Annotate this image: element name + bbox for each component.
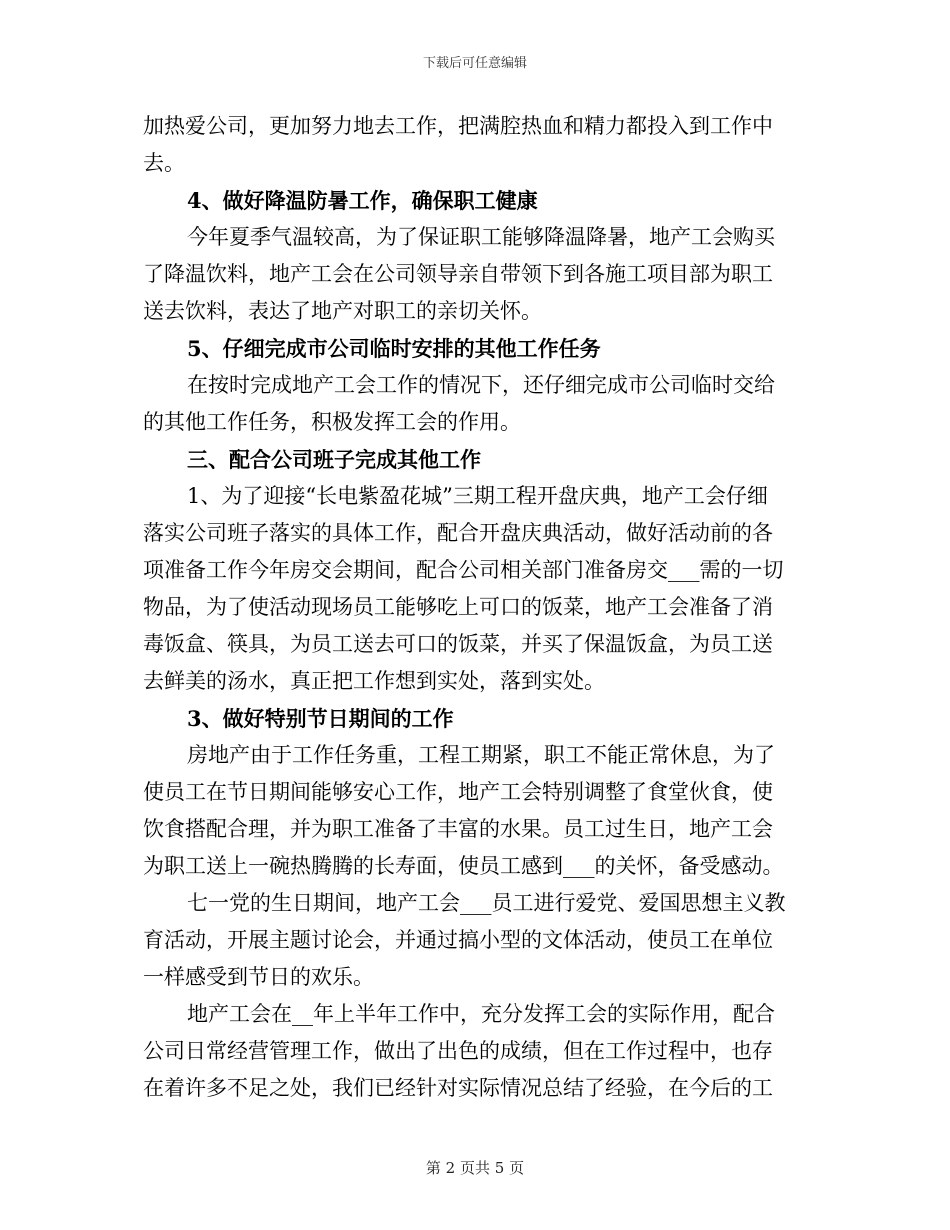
paragraph-line: 送去饮料，表达了地产对职工的亲切关怀。	[143, 299, 542, 323]
paragraph-line: 了降温饮料，地产工会在公司领导亲自带领下到各施工项目部为职工	[143, 262, 773, 286]
paragraph-line: 落实公司班子落实的具体工作，配合开盘庆典活动，做好活动前的各	[143, 521, 773, 545]
paragraph-line: 的其他工作任务，积极发挥工会的作用。	[143, 410, 521, 434]
paragraph-line: 去。	[143, 151, 185, 175]
paragraph-line: 在按时完成地产工会工作的情况下，还仔细完成市公司临时交给	[187, 373, 775, 397]
paragraph-line: 去鲜美的汤水，真正把工作想到实处，落到实处。	[143, 669, 605, 693]
section-heading: 4、做好降温防暑工作，确保职工健康	[187, 188, 538, 213]
paragraph-line: 一样感受到节日的欢乐。	[143, 965, 374, 989]
paragraph-line: 育活动，开展主题讨论会，并通过搞小型的文体活动，使员工在单位	[143, 928, 773, 952]
section-heading: 3、做好特别节日期间的工作	[187, 706, 454, 731]
page-footer: 第 2 页共 5 页	[425, 1159, 525, 1177]
paragraph-line: 饮食搭配合理，并为职工准备了丰富的水果。员工过生日，地产工会	[143, 817, 773, 841]
paragraph-line: 为职工送上一碗热腾腾的长寿面，使员工感到___的关怀，备受感动。	[143, 854, 784, 878]
paragraph-line: 毒饭盒、筷具，为员工送去可口的饭菜，并买了保温饭盒，为员工送	[143, 632, 773, 656]
page-header: 下载后可任意编辑	[422, 56, 527, 71]
paragraph-line: 项准备工作今年房交会期间，配合公司相关部门准备房交___需的一切	[143, 558, 784, 582]
paragraph-line: 地产工会在__年上半年工作中，充分发挥工会的实际作用，配合	[187, 1002, 775, 1026]
paragraph-line: 房地产由于工作任务重，工程工期紧，职工不能正常休息，为了	[187, 743, 775, 767]
paragraph-line: 物品，为了使活动现场员工能够吃上可口的饭菜，地产工会准备了消	[143, 595, 773, 619]
paragraph-line: 使员工在节日期间能够安心工作，地产工会特别调整了食堂伙食，使	[143, 780, 773, 804]
document-body	[143, 108, 803, 1107]
paragraph-line: 1、为了迎接“长电紫盈花城”三期工程开盘庆典，地产工会仔细	[187, 484, 768, 508]
paragraph-line: 今年夏季气温较高，为了保证职工能够降温降暑，地产工会购买	[187, 225, 775, 249]
paragraph-line: 七一党的生日期间，地产工会___员工进行爱党、爱国思想主义教	[187, 891, 786, 915]
paragraph-line: 公司日常经营管理工作，做出了出色的成绩，但在工作过程中，也存	[143, 1039, 773, 1063]
paragraph-line: 加热爱公司，更加努力地去工作，把满腔热血和精力都投入到工作中	[143, 114, 773, 138]
section-heading: 三、配合公司班子完成其他工作	[187, 447, 481, 472]
paragraph-line: 在着许多不足之处，我们已经针对实际情况总结了经验，在今后的工	[143, 1076, 773, 1100]
section-heading: 5、仔细完成市公司临时安排的其他工作任务	[187, 336, 601, 361]
